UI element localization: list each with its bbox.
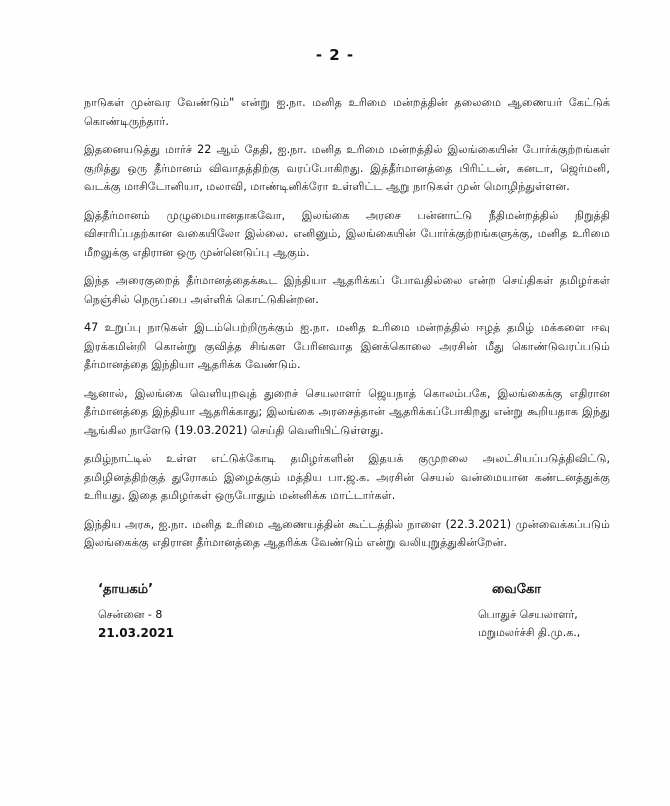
statement-body (84, 94, 610, 563)
paragraph-5: 47 உறுப்பு நாடுகள் இடம்பெற்றிருக்கும் ஐ.நா. மனித உரிமை மன்றத்தில் ஈழத் தமிழ் மக்களை ஈவு இரக்கமின்றி கொன்று குவித்த சிங்கள பேரினவாத இனக்கொலை அரசின் மீது கொண்டுவரப்படும் தீர்மானத்தை இந்தியா ஆதரிக்க வேண்டும். (84, 321, 610, 371)
office-city: சென்னை - 8 (98, 608, 163, 621)
paragraph-2: இதனையடுத்து மார்ச் 22 ஆம் தேதி, ஐ.நா. மனித உரிமை மன்றத்தில் இலங்கையின் போர்க்குற்றங்கள் குறித்து ஒரு தீர்மானம் விவாதத்திற்கு வரப்போகிறது. இத்தீர்மானத்தை பிரிட்டன், கனடா, ஜெர்மனி, வடக்கு மாசிடோனியா, மலாவி, மாண்டினிக்ரோ உள்ளிட்ட ஆறு நாடுகள் முன் மொழிந்துள்ளன. (84, 143, 610, 193)
paragraph-6: ஆனால், இலங்கை வெளியுறவுத் துறைச் செயலாளர் ஜெயநாத் கொலம்பகே, இலங்கைக்கு எதிரான தீர்மானத்தை இந்தியா ஆதரிக்காது; இலங்கை அரசைத்தான் ஆதரிக்கப்போகிறது என்று கூறியதாக இந்து ஆங்கில நாளேடு (19.03.2021) செய்தி வெளியிட்டுள்ளது. (84, 386, 610, 437)
sender-block (98, 582, 298, 642)
signatory-party: மறுமலர்ச்சி தி.மு.க., (478, 626, 581, 639)
paragraph-1: நாடுகள் முன்வர வேண்டும்" என்று ஐ.நா. மனித உரிமை மன்றத்தின் தலைமை ஆணையர் கேட்டுக் கொண்டிருந்தார். (84, 96, 610, 128)
signatory-title: பொதுச் செயலாளர், (478, 608, 578, 621)
paragraph-7: தமிழ்நாட்டில் உள்ள எட்டுக்கோடி தமிழர்களின் இதயக் குமுறலை அலட்சியப்படுத்திவிட்டு, தமிழினத்திற்குத் துரோகம் இழைக்கும் மத்திய பா.ஜ.க. அரசின் செயல் வன்மையான கண்டனத்துக்கு உரியது. இதை தமிழர்கள் ஒருபோதும் மன்னிக்க மாட்டார்கள். (84, 452, 610, 502)
paragraph-4: இந்த அரைகுறைத் தீர்மானத்தைக்கூட இந்தியா ஆதரிக்கப் போவதில்லை என்ற செய்திகள் தமிழர்கள் நெஞ்சில் நெருப்பை அள்ளிக் கொட்டுகின்றன. (84, 274, 610, 306)
office-name: ‘தாயகம்’ (98, 582, 154, 597)
signatory-block (478, 582, 628, 642)
signatory-name: வைகோ (492, 582, 542, 597)
page-number: - 2 - (315, 46, 355, 64)
statement-date: 21.03.2021 (98, 626, 174, 640)
paragraph-8: இந்திய அரசு, ஐ.நா. மனித உரிமை ஆணையத்தின் கூட்டத்தில் நாளை (22.3.2021) முன்வைக்கப்படும் இலங்கைக்கு எதிரான தீர்மானத்தை ஆதரிக்க வேண்டும் என்று வலியுறுத்துகின்றேன். (84, 517, 610, 549)
paragraph-3: இத்தீர்மானம் முழுமையானதாகவோ, இலங்கை அரசை பன்னாட்டு நீதிமன்றத்தில் நிறுத்தி விசாரிப்பதற்கான வகையிலோ இல்லை. எனினும், இலங்கையின் போர்க்குற்றங்களுக்கு, மனித உரிமை மீறலுக்கு எதிரான ஒரு முன்னெடுப்பு ஆகும். (84, 208, 610, 259)
